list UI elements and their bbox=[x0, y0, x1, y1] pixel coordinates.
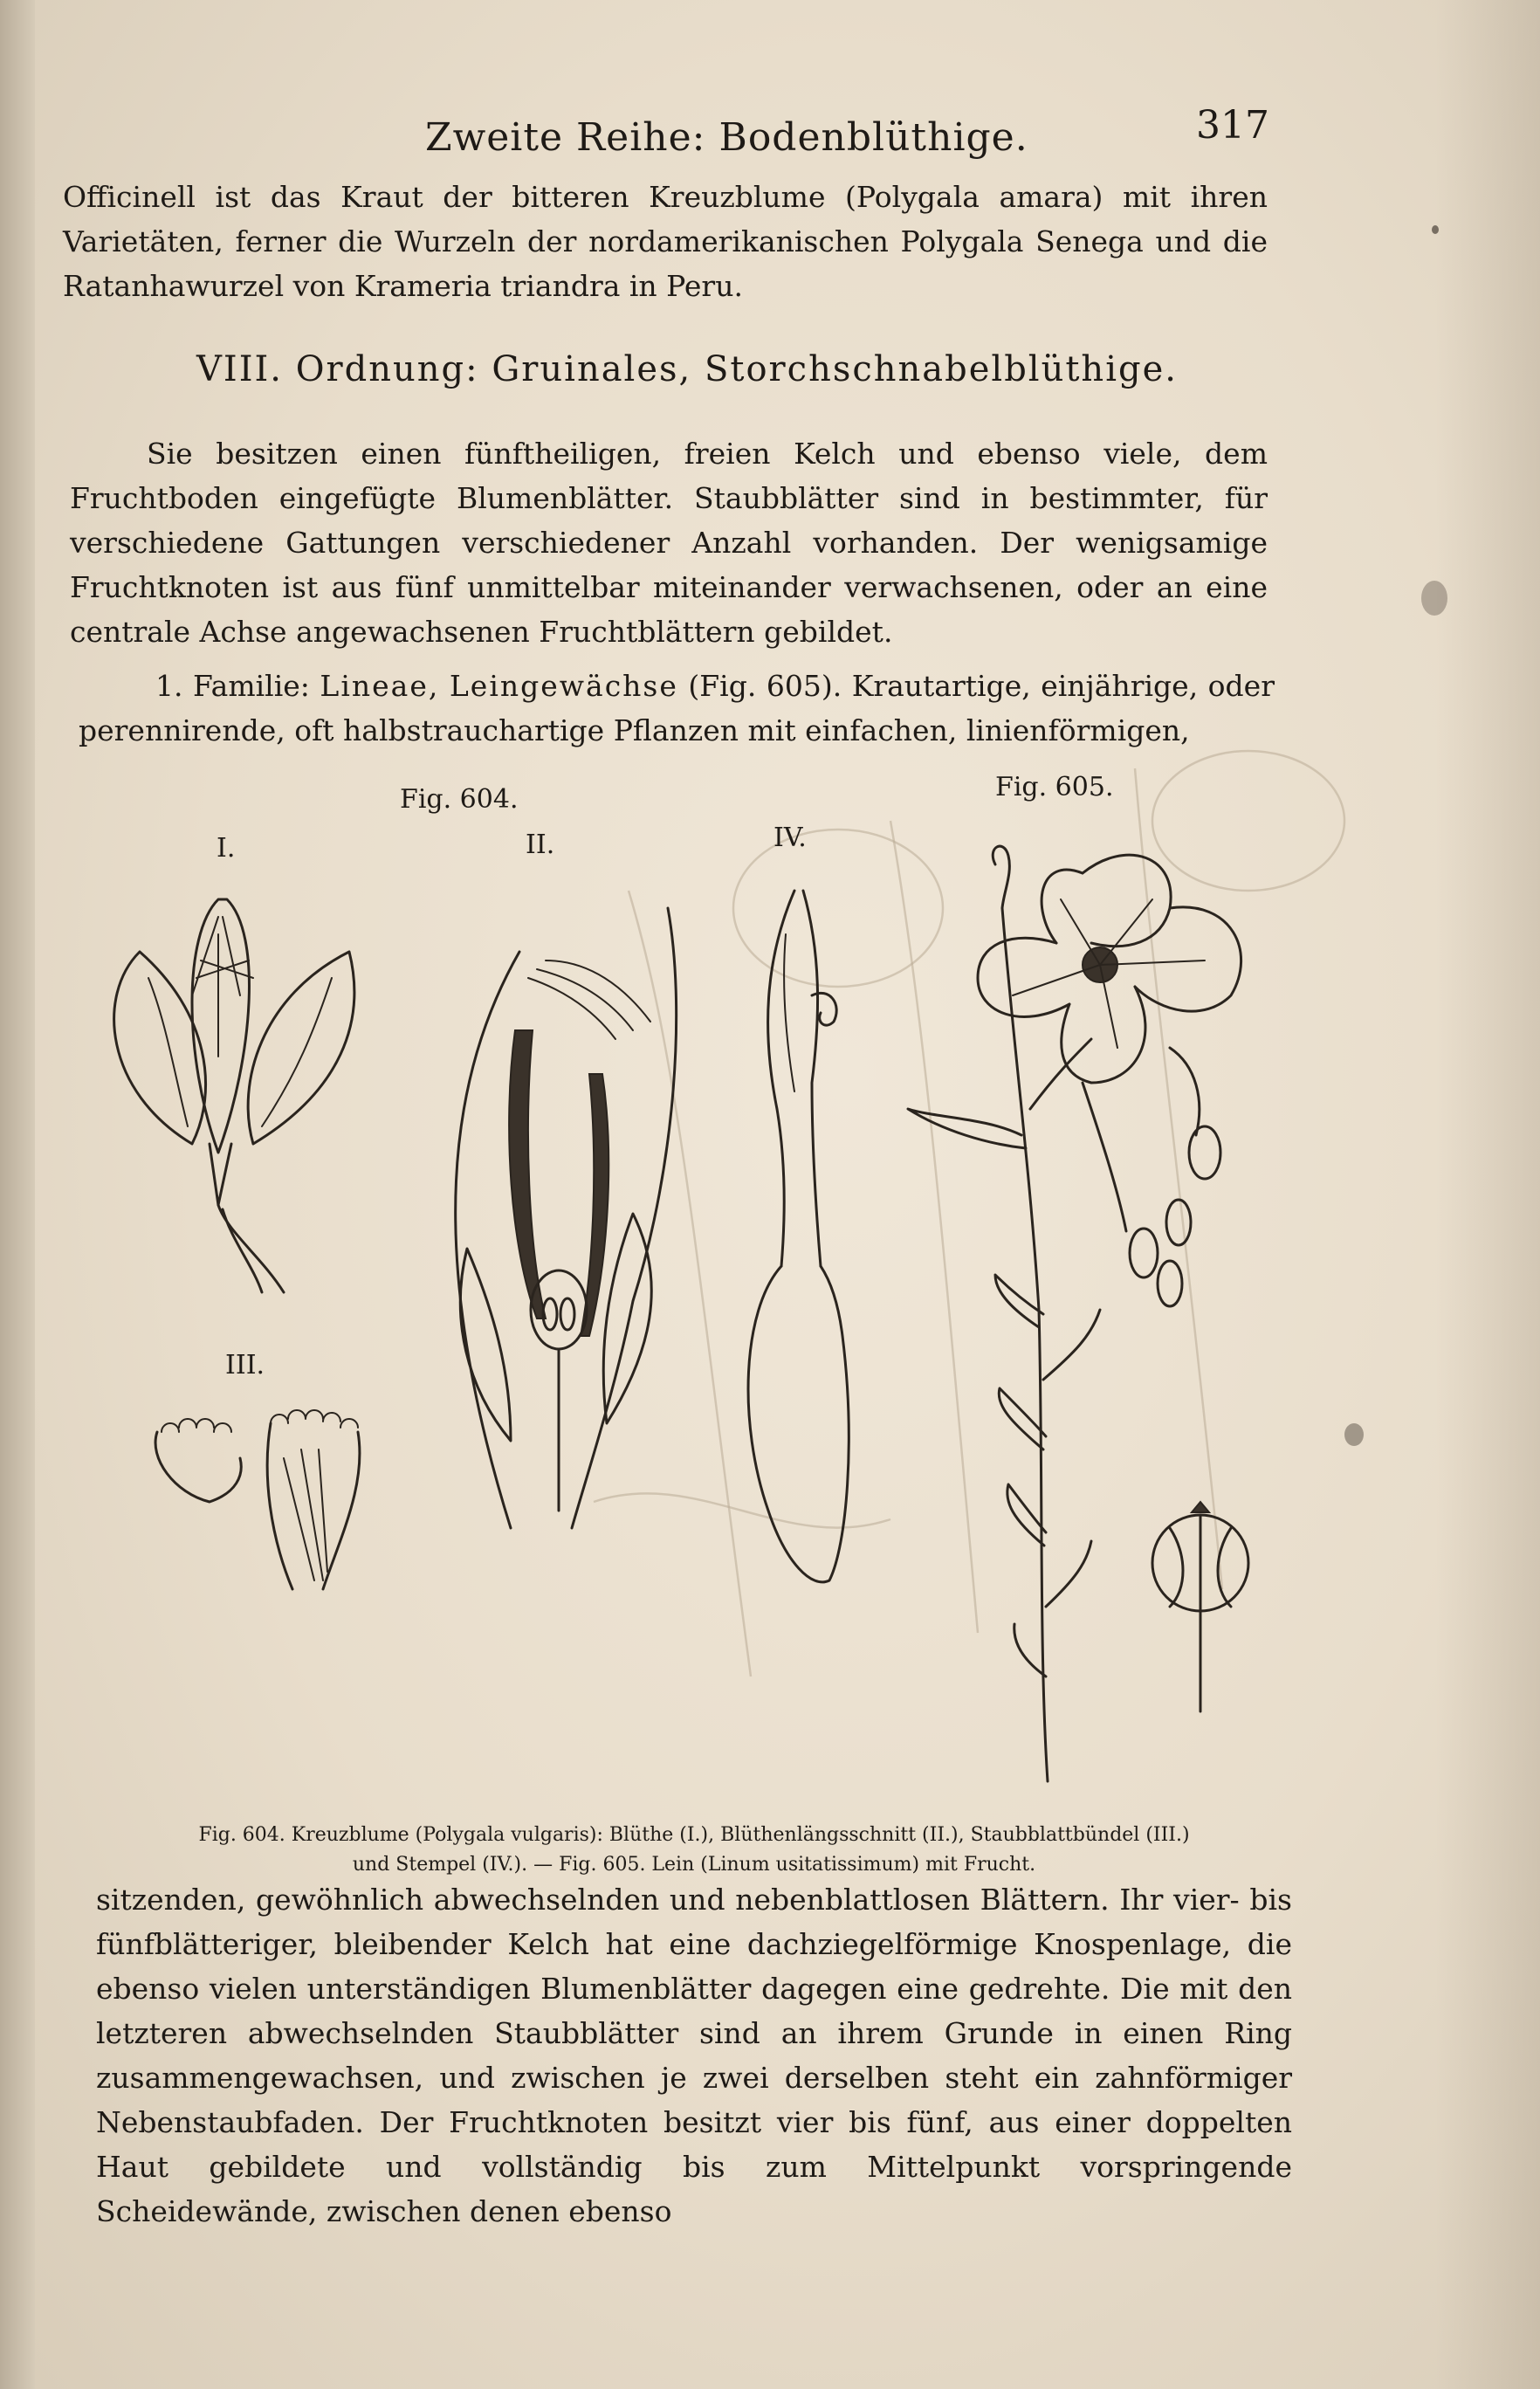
fig604-label: Fig. 604. bbox=[400, 784, 519, 815]
continuation-paragraph: sitzenden, gewöhnlich abwechselnden und nebenblattlosen Blättern. Ihr vier- bis fünfblätteriger, bleibender Kelch hat eine dachziegelförmige Knospenlage, die ebenso vielen unterständigen Blumenblätter dagegen eine gedrehte. Die mit den letzteren abwechselnden Staubblätter sind an ihrem Grunde in einen Ring zusammengewachsen, und zwischen je zwei derselben steht ein zahnförmiger Nebenstaubfaden. Der Fruchtknoten besitzt vier bis fünf, aus einer doppelten Haut gebildete und vollständig bis zum Mittelpunkt vorspringende Scheidewände, zwischen denen ebenso bbox=[96, 1883, 1292, 2228]
polygala-flower-illustration bbox=[87, 882, 367, 1310]
pistil-illustration bbox=[733, 882, 873, 1598]
ink-spot bbox=[1432, 225, 1439, 234]
page-number: 317 bbox=[1196, 103, 1269, 148]
running-header: Zweite Reihe: Bodenblüthige. bbox=[425, 115, 1028, 160]
order-paragraph: Sie besitzen einen fünftheiligen, freien Kelch und ebenso viele, dem Fruchtboden eingefügte Blumenblätter. Staubblätter sind in bestimmter, für verschiedene Gattungen verschiedener Anzahl vorhanden. Der wenigsamige Fruchtknoten ist aus fünf unmittelbar miteinander verwachsenen, oder an eine centrale Achse angewachsenen Fruchtblättern gebildet. bbox=[70, 437, 1268, 649]
panel-label-IV: IV. bbox=[773, 823, 807, 853]
panel-label-II: II. bbox=[526, 830, 555, 860]
linum-plant-illustration bbox=[882, 821, 1292, 1790]
family-latin-name: Lineae, bbox=[320, 669, 440, 703]
flower-longitudinal-section-illustration bbox=[415, 899, 694, 1537]
caption-line-2: und Stempel (IV.). — Fig. 605. Lein (Linum usitatissimum) mit Frucht. bbox=[352, 1854, 1036, 1876]
family-label: 1. Familie: bbox=[155, 669, 310, 703]
order-heading: VIII. Ordnung: Gruinales, Storchschnabelblüthige. bbox=[196, 349, 1178, 389]
family-paragraph bbox=[79, 664, 1275, 753]
fig605-label: Fig. 605. bbox=[995, 772, 1114, 802]
page-edge-shadow bbox=[1435, 0, 1540, 2389]
figure-caption bbox=[113, 1821, 1275, 1880]
panel-label-III: III. bbox=[225, 1350, 265, 1380]
officinal-paragraph: Officinell ist das Kraut der bitteren Kreuzblume (Polygala amara) mit ihren Varietäten, ferner die Wurzeln der nordamerikanischen Polygala Senega und die Ratanhawurzel von Krameria triandra in Peru. bbox=[63, 180, 1268, 303]
stamen-bundle-illustration bbox=[140, 1406, 375, 1607]
family-german-name: Leingewächse bbox=[449, 669, 678, 703]
book-spine-shadow bbox=[0, 0, 35, 2389]
family-description: (Fig. 605). Krautartige, einjährige, oder perennirende, oft halbstrauchartige Pflanzen mit einfachen, linienförmigen, bbox=[79, 669, 1275, 747]
ink-spot bbox=[1421, 581, 1447, 616]
caption-line-1: Fig. 604. Kreuzblume (Polygala vulgaris): Blüthe (I.), Blüthenlängsschnitt (II.), Staubblattbündel (III.) bbox=[198, 1824, 1190, 1846]
panel-label-I: I. bbox=[217, 833, 236, 864]
